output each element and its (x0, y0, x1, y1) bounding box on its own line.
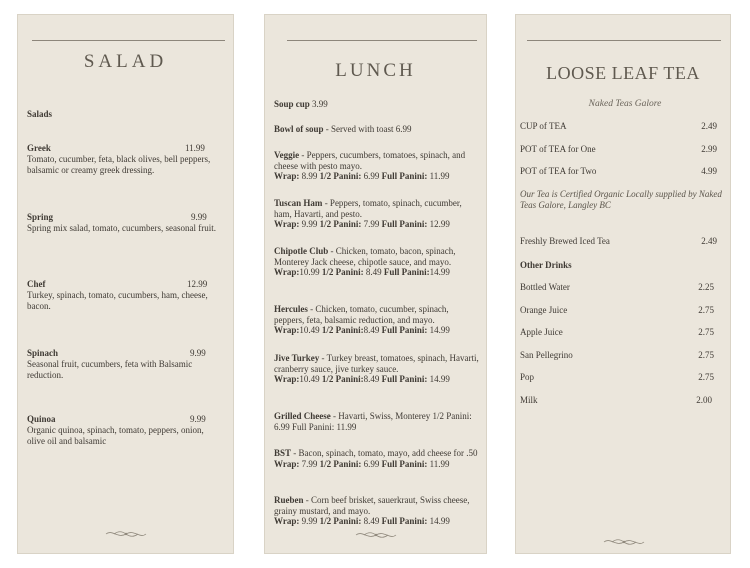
row-price: 2.49 (701, 121, 717, 131)
item-description: - Havarti, Swiss, Monterey 1/2 Panini: 6.99 Full Panini: 11.99 (274, 411, 472, 432)
item-price: 11.99 (185, 143, 205, 153)
drink-row (520, 305, 714, 316)
tea-row (520, 144, 717, 155)
item-name: Quinoa (27, 414, 56, 424)
item-name: BST (274, 448, 292, 458)
item-description: - Corn beef brisket, sauerkraut, Swiss cheese, grainy mustard, and mayo. (274, 495, 470, 516)
item-description: Spring mix salad, tomato, cucumbers, seasonal fruit. (27, 223, 216, 233)
half-panini-label: 1/2 Panini: (319, 171, 362, 181)
item-description: Organic quinoa, spinach, tomato, peppers, onion, olive oil and balsamic (27, 425, 204, 446)
salads-heading: Salads (27, 109, 53, 119)
lunch-item (274, 411, 479, 432)
tea-title: LOOSE LEAF TEA (546, 63, 700, 83)
tea-row (520, 121, 717, 132)
drink-row (520, 282, 714, 293)
full-panini-price: 14.99 (429, 267, 450, 277)
wrap-price: 8.99 (299, 171, 320, 181)
wrap-price: 9.99 (299, 516, 320, 526)
half-panini-price: 6.99 (361, 458, 382, 469)
row-label: Pop (520, 372, 535, 382)
row-label: CUP of TEA (520, 121, 567, 131)
item-name: Bowl of soup (274, 124, 324, 134)
wrap-price: 9.99 (299, 219, 320, 229)
drink-row (520, 372, 714, 383)
wrap-label: Wrap: (274, 325, 300, 335)
full-panini-label: Full Panini: (381, 516, 428, 526)
row-price: 2.00 (696, 395, 712, 405)
tea-panel (515, 14, 731, 554)
item-name: Greek (27, 143, 51, 153)
lunch-item (274, 353, 479, 385)
row-price: 2.75 (698, 327, 714, 337)
salad-title: SALAD (83, 51, 168, 72)
item-name: Chipotle Club (274, 246, 329, 256)
lunch-item (274, 448, 479, 469)
item-price: 9.99 (191, 212, 207, 222)
lunch-item (274, 99, 479, 110)
lunch-item (274, 150, 479, 182)
item-name: Grilled Cheese (274, 411, 331, 421)
wrap-label: Wrap: (274, 171, 300, 181)
item-description: - Chicken, tomato, bacon, spinach, Monterey Jack cheese, chipotle sauce, and mayo. (274, 246, 456, 267)
wrap-label: Wrap: (274, 516, 300, 526)
full-panini-label: Full Panini: (381, 325, 428, 335)
salad-item-greek (27, 143, 220, 175)
wrap-label: Wrap: (274, 374, 300, 384)
half-panini-price: 7.99 (361, 219, 382, 229)
lunch-item (274, 304, 479, 336)
tea-subtitle: Naked Teas Galore (588, 99, 662, 109)
salad-content (27, 109, 220, 446)
flourish-ornament (602, 536, 646, 548)
item-description: 3.99 (309, 99, 328, 109)
item-name: Rueben (274, 495, 304, 505)
wrap-price: 10.49 (299, 374, 322, 384)
half-panini-label: 1/2 Panini: (319, 219, 362, 229)
other-drinks-heading: Other Drinks (520, 260, 572, 270)
top-rule (287, 40, 477, 41)
item-description: Seasonal fruit, cucumbers, feta with Balsamic reduction. (27, 359, 193, 380)
row-label: San Pellegrino (520, 350, 573, 360)
full-panini-price: 14.99 (427, 374, 450, 384)
item-description: - Peppers, tomato, spinach, cucumber, ham, Havarti, and pesto. (274, 198, 462, 219)
item-description: - Turkey breast, tomatoes, spinach, Havarti, cranberry sauce, jive turkey sauce. (274, 353, 479, 374)
row-label: POT of TEA for One (520, 144, 596, 154)
tea-content (520, 15, 720, 555)
top-rule (32, 40, 225, 41)
lunch-title: LUNCH (335, 60, 416, 81)
item-description: Tomato, cucumber, feta, black olives, bell peppers, balsamic or creamy greek dressing. (27, 154, 211, 175)
flourish-ornament (354, 529, 398, 541)
item-price: 12.99 (187, 279, 208, 289)
flourish-ornament (104, 528, 148, 540)
item-name: Chef (27, 279, 46, 289)
half-panini-label: 1/2 Panini: (319, 516, 362, 526)
item-name: Tuscan Ham (274, 198, 323, 208)
salad-panel (17, 14, 234, 554)
row-price: 2.99 (701, 144, 717, 154)
item-description: - Served with toast 6.99 (323, 124, 412, 134)
half-panini-price: 8.49 (363, 374, 382, 384)
item-name: Spinach (27, 348, 59, 358)
half-panini-price: 8.49 (363, 267, 384, 277)
drink-row (520, 327, 714, 338)
wrap-price: 10.49 (299, 325, 322, 335)
item-price: 9.99 (190, 414, 206, 424)
full-panini-price: 11.99 (427, 171, 450, 181)
item-name: Soup cup (274, 99, 310, 109)
salad-item-spring (27, 212, 220, 234)
salad-item-quinoa (27, 414, 220, 446)
wrap-label: Wrap: (274, 458, 300, 469)
row-label: Apple Juice (520, 327, 563, 337)
salad-item-spinach (27, 348, 220, 380)
drink-row (520, 395, 712, 406)
row-price: 2.75 (698, 305, 714, 315)
half-panini-price: 8.49 (363, 325, 382, 335)
row-price: 2.75 (698, 372, 714, 382)
item-name: Veggie (274, 150, 300, 160)
item-description: - Chicken, tomato, cucumber, spinach, peppers, feta, balsamic reduction, and mayo. (274, 304, 449, 325)
full-panini-price: 14.99 (427, 516, 450, 526)
wrap-label: Wrap: (274, 219, 300, 229)
lunch-item (274, 198, 479, 230)
full-panini-label: Full Panini: (381, 171, 428, 181)
row-price: 2.25 (698, 282, 714, 292)
row-price: 4.99 (701, 166, 717, 176)
wrap-label: Wrap: (274, 267, 300, 277)
full-panini-price: 12.99 (427, 219, 450, 229)
full-panini-price: 11.99 (427, 458, 450, 469)
half-panini-label: 1/2 Panini: (321, 267, 364, 277)
full-panini-label: Full Panini: (381, 374, 428, 384)
item-price: 9.99 (190, 348, 206, 358)
row-price: 2.49 (701, 236, 717, 246)
lunch-item (274, 246, 479, 278)
row-price: 2.75 (698, 350, 714, 360)
wrap-price: 10.99 (299, 267, 322, 277)
item-name: Spring (27, 212, 54, 222)
row-label: Freshly Brewed Iced Tea (520, 236, 610, 246)
half-panini-label: 1/2 Panini: (321, 374, 364, 384)
half-panini-label: 1/2 Panini: (319, 458, 362, 469)
item-description: - Peppers, cucumbers, tomatoes, spinach, and cheese with pesto mayo. (274, 150, 466, 171)
item-name: Hercules (274, 304, 308, 314)
tea-row (520, 166, 717, 177)
tea-note: Our Tea is Certified Organic Locally supplied by Naked Teas Galore, Langley BC (520, 189, 722, 210)
item-description: - Bacon, spinach, tomato, mayo, add cheese for .50 (291, 448, 478, 458)
full-panini-price: 14.99 (427, 325, 450, 335)
row-label: POT of TEA for Two (520, 166, 597, 176)
row-label: Orange Juice (520, 305, 568, 315)
wrap-price: 7.99 (299, 458, 320, 469)
half-panini-price: 8.49 (361, 516, 382, 526)
lunch-item (274, 495, 479, 527)
salad-item-chef (27, 279, 220, 311)
row-label: Bottled Water (520, 282, 570, 292)
row-label: Milk (520, 395, 538, 405)
item-name: Jive Turkey (274, 353, 320, 363)
full-panini-label: Full Panini: (381, 458, 428, 469)
full-panini-label: Full Panini: (381, 219, 428, 229)
full-panini-label: Full Panini: (383, 267, 430, 277)
lunch-panel (264, 14, 487, 554)
half-panini-label: 1/2 Panini: (321, 325, 364, 335)
drink-row (520, 350, 714, 361)
half-panini-price: 6.99 (361, 171, 382, 181)
item-description: Turkey, spinach, tomato, cucumbers, ham, cheese, bacon. (27, 290, 208, 311)
tea-row (520, 236, 717, 247)
lunch-item (274, 124, 479, 135)
